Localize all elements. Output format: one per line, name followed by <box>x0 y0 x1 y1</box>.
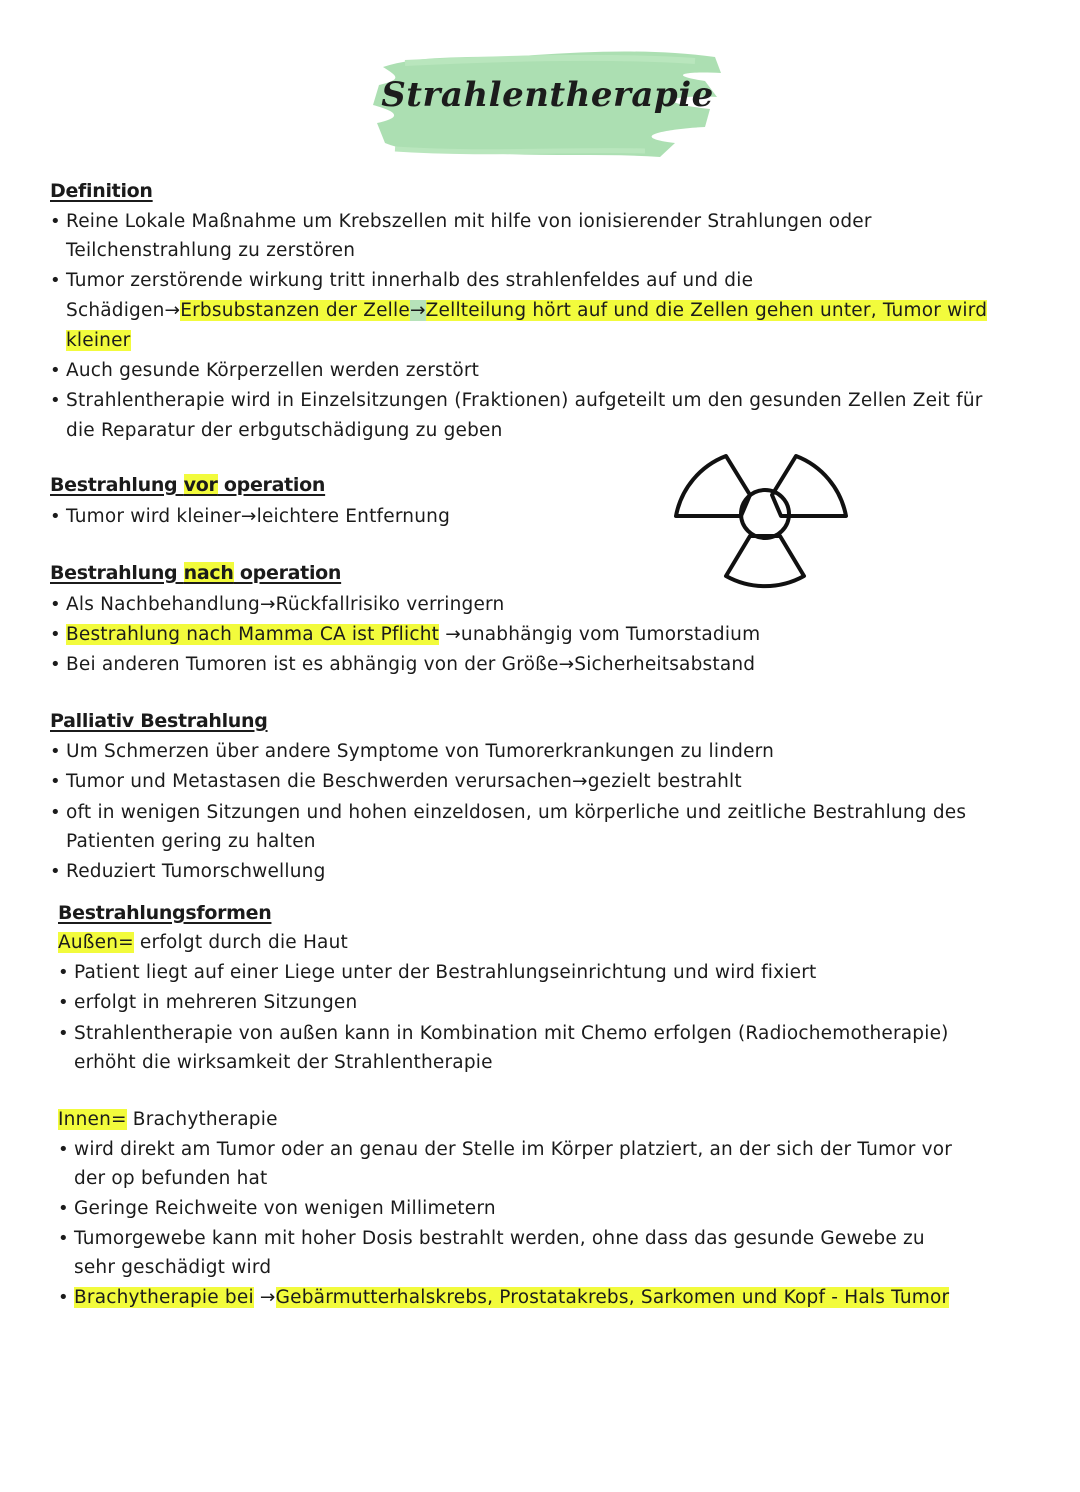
bullet: • <box>50 360 61 381</box>
vor-bullet-1: Tumor wird kleiner→leichtere Entfernung <box>66 506 451 527</box>
innen-bullet-3-line-2: sehr geschädigt wird <box>74 1257 272 1278</box>
highlight-yellow: nach <box>183 562 234 584</box>
palliativ-bullet-4: Reduziert Tumorschwellung <box>66 861 326 882</box>
bullet: • <box>58 1023 69 1044</box>
bullet: • <box>50 624 61 645</box>
bullet: • <box>50 594 61 615</box>
definition-bullet-2-line-3 <box>66 328 131 354</box>
radiation-hazard-icon <box>668 428 848 608</box>
definition-bullet-4-line-2: die Reparatur der erbgutschädigung zu geben <box>66 420 503 441</box>
definition-bullet-2-line-1: Tumor zerstörende wirkung tritt innerhalb des strahlenfeldes auf und die <box>66 270 754 291</box>
highlight-yellow: Außen= <box>58 932 134 953</box>
section-heading-palliativ: Palliativ Bestrahlung <box>50 710 268 732</box>
palliativ-bullet-3-line-1: oft in wenigen Sitzungen und hohen einzeldosen, um körperliche und zeitliche Bestrahlung des <box>66 802 967 823</box>
highlight-yellow: kleiner <box>66 330 131 351</box>
section-heading-definition: Definition <box>50 180 153 202</box>
innen-bullet-1-line-1: wird direkt am Tumor oder an genau der Stelle im Körper platziert, an der sich der Tumor vor <box>74 1139 953 1160</box>
page-title: Strahlentherapie <box>381 75 714 115</box>
innen-bullet-3-line-1: Tumorgewebe kann mit hoher Dosis bestrahlt werden, ohne dass das gesunde Gewebe zu <box>74 1228 925 1249</box>
bullet: • <box>58 1139 69 1160</box>
bullet: • <box>50 390 61 411</box>
bullet: • <box>50 211 61 232</box>
palliativ-bullet-1: Um Schmerzen über andere Symptome von Tumorerkrankungen zu lindern <box>66 741 775 762</box>
highlight-yellow: Erbsubstanzen der Zelle <box>180 300 410 321</box>
bullet: • <box>58 962 69 983</box>
innen-bullet-4 <box>74 1285 949 1311</box>
nach-bullet-3: Bei anderen Tumoren ist es abhängig von der Größe→Sicherheitsabstand <box>66 654 756 675</box>
highlight-yellow: Brachytherapie bei <box>74 1287 254 1308</box>
text-segment: →unabhängig vom Tumorstadium <box>439 624 761 645</box>
aussen-bullet-2: erfolgt in mehreren Sitzungen <box>74 992 358 1013</box>
nach-bullet-1: Als Nachbehandlung→Rückfallrisiko verringern <box>66 594 505 615</box>
palliativ-bullet-3-line-2: Patienten gering zu halten <box>66 831 316 852</box>
bullet: • <box>50 802 61 823</box>
definition-bullet-1-line-2: Teilchenstrahlung zu zerstören <box>66 240 356 261</box>
text-segment: Bestrahlung <box>50 474 184 496</box>
definition-bullet-2-line-2 <box>66 298 987 324</box>
innen-bullet-2: Geringe Reichweite von wenigen Millimetern <box>74 1198 496 1219</box>
text-segment: operation <box>217 474 326 496</box>
text-segment: Brachytherapie <box>126 1109 278 1130</box>
aussen-bullet-1: Patient liegt auf einer Liege unter der Bestrahlungseinrichtung und wird fixiert <box>74 962 817 983</box>
section-heading-bestrahlungsformen: Bestrahlungsformen <box>58 902 272 924</box>
aussen-bullet-3-line-2: erhöht die wirksamkeit der Strahlentherapie <box>74 1052 493 1073</box>
bullet: • <box>50 771 61 792</box>
highlight-yellow: Zellteilung hört auf und die Zellen gehen unter, Tumor wird <box>425 300 988 321</box>
bullet: • <box>58 992 69 1013</box>
definition-bullet-1-line-1: Reine Lokale Maßnahme um Krebszellen mit hilfe von ionisierender Strahlungen oder <box>66 211 872 232</box>
bullet: • <box>58 1287 69 1308</box>
text-segment: Schädigen→ <box>66 300 181 321</box>
bullet: • <box>50 861 61 882</box>
highlight-yellow: vor <box>183 474 218 496</box>
nach-bullet-2 <box>66 622 760 648</box>
bullet: • <box>50 654 61 675</box>
palliativ-bullet-2: Tumor und Metastasen die Beschwerden verursachen→gezielt bestrahlt <box>66 771 742 792</box>
definition-bullet-4-line-1: Strahlentherapie wird in Einzelsitzungen (Fraktionen) aufgeteilt um den gesunden Zellen Zeit für <box>66 390 983 411</box>
title-banner <box>365 45 730 165</box>
bullet: • <box>50 270 61 291</box>
text-segment: erfolgt durch die Haut <box>133 932 348 953</box>
bullet: • <box>50 506 61 527</box>
highlight-green: → <box>409 300 426 321</box>
aussen-bullet-3-line-1: Strahlentherapie von außen kann in Kombination mit Chemo erfolgen (Radiochemotherapie) <box>74 1023 949 1044</box>
bullet: • <box>58 1228 69 1249</box>
bullet: • <box>58 1198 69 1219</box>
innen-bullet-1-line-2: der op befunden hat <box>74 1168 268 1189</box>
innen-label-line <box>58 1107 278 1133</box>
highlight-yellow: Gebärmutterhalskrebs, Prostatakrebs, Sarkomen und Kopf - Hals Tumor <box>275 1287 950 1308</box>
text-segment: → <box>253 1287 276 1308</box>
text-segment: operation <box>233 562 342 584</box>
section-heading-nach-operation <box>50 562 341 584</box>
highlight-yellow: Bestrahlung nach Mamma CA ist Pflicht <box>66 624 440 645</box>
aussen-label-line <box>58 930 348 956</box>
definition-bullet-3: Auch gesunde Körperzellen werden zerstört <box>66 360 480 381</box>
text-segment: Bestrahlung <box>50 562 184 584</box>
highlight-yellow: Innen= <box>58 1109 127 1130</box>
bullet: • <box>50 741 61 762</box>
section-heading-vor-operation <box>50 474 325 496</box>
